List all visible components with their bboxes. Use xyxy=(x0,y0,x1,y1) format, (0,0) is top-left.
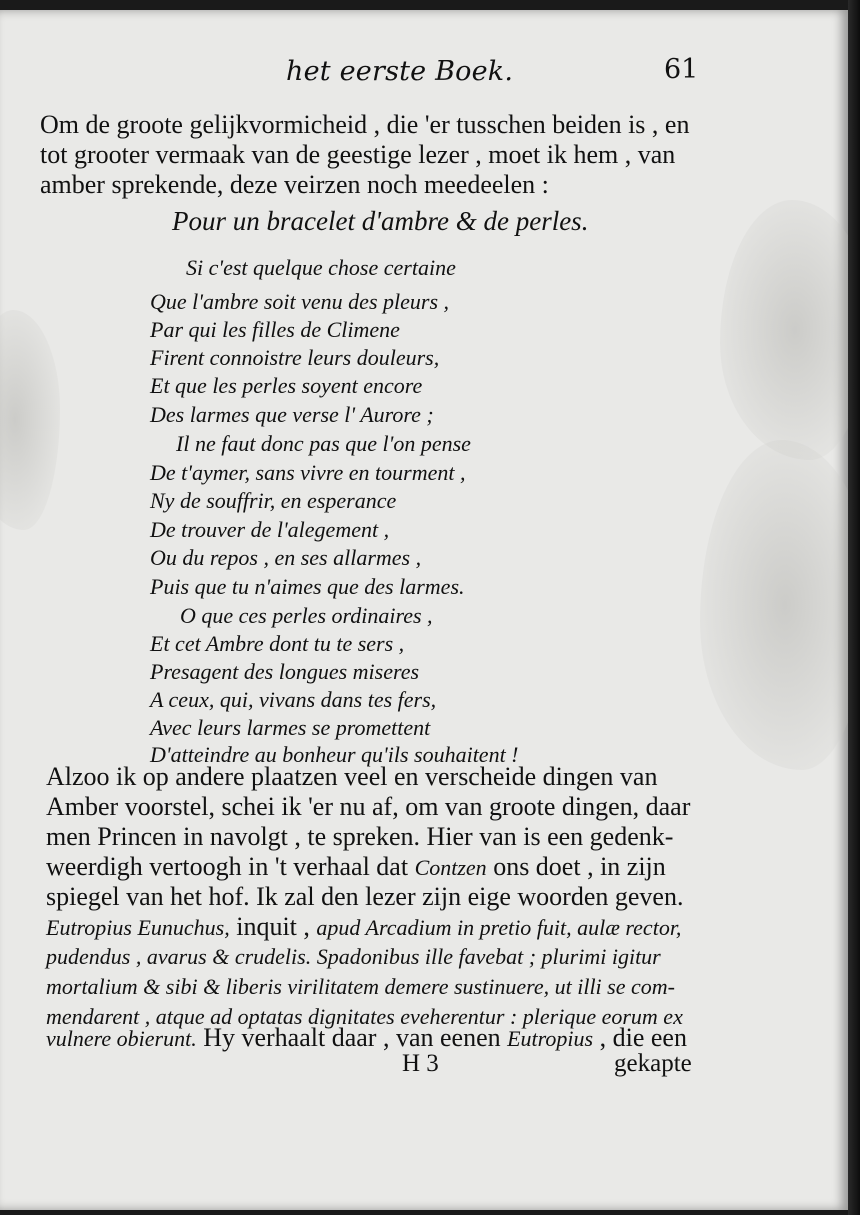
author-name: Contzen xyxy=(414,855,487,880)
text-line: men Princen in navolgt , te spreken. Hier van is een gedenk- xyxy=(46,822,674,851)
poem-line: A ceux, qui, vivans dans tes fers, xyxy=(150,687,437,712)
poem-line: Avec leurs larmes se promettent xyxy=(150,715,431,740)
latin-text: Eutropius Eunuchus, xyxy=(46,915,230,940)
latin-line: pudendus , avarus & crudelis. Spadonibus ille favebat ; plurimi igitur xyxy=(46,944,661,969)
latin-text: apud Arcadium in pretio fuit, aulæ rector, xyxy=(316,915,682,940)
latin-line: mortalium & sibi & liberis virilitatem demere sustinuere, ut illi se com- xyxy=(46,974,675,999)
book-page xyxy=(0,10,848,1210)
water-stain xyxy=(0,310,60,530)
poem-line: O que ces perles ordinaires , xyxy=(180,603,433,628)
text-line: Om de groote gelijkvormicheid , die 'er tusschen beiden is , en xyxy=(40,110,690,139)
text-segment: weerdigh vertoogh in 't verhaal dat xyxy=(46,852,415,881)
poem-line: Et cet Ambre dont tu te sers , xyxy=(150,631,405,656)
water-stain xyxy=(700,440,848,770)
text-line: spiegel van het hof. Ik zal den lezer zijn eige woorden geven. xyxy=(46,882,684,911)
book-edge xyxy=(848,0,860,1215)
poem-line: D'atteindre au bonheur qu'ils souhaitent ! xyxy=(150,742,519,767)
poem-line: Presagent des longues miseres xyxy=(150,659,420,684)
poem-line: Ny de souffrir, en esperance xyxy=(150,488,397,513)
latin-text: Eutropius xyxy=(507,1026,594,1051)
poem-line: Si c'est quelque chose certaine xyxy=(186,255,456,280)
poem-line: De trouver de l'alegement , xyxy=(150,517,390,542)
poem-title: Pour un bracelet d'ambre & de perles. xyxy=(172,206,589,236)
signature-mark: H 3 xyxy=(402,1050,439,1077)
page-header xyxy=(0,54,848,94)
poem-line: Puis que tu n'aimes que des larmes. xyxy=(150,574,465,599)
text-segment: ons doet , in zijn xyxy=(486,852,666,881)
text-segment: , die een xyxy=(593,1023,687,1052)
water-stain xyxy=(720,200,848,460)
catchword: gekapte xyxy=(614,1050,692,1077)
text-segment: inquit , xyxy=(229,912,317,941)
poem-line: Par qui les filles de Climene xyxy=(150,317,400,342)
text-line: tot grooter vermaak van de geestige lezer , moet ik hem , van xyxy=(40,140,676,169)
text-segment: Hy verhaalt daar , van eenen xyxy=(196,1023,508,1052)
text-line: Alzoo ik op andere plaatzen veel en verscheide dingen van xyxy=(46,762,658,791)
latin-line: mendarent , atque ad optatas dignitates eveherentur : plerique eorum ex xyxy=(46,1004,683,1029)
text-line: Amber voorstel, schei ik 'er nu af, om van groote dingen, daar xyxy=(46,792,691,821)
poem-line: Des larmes que verse l' Aurore ; xyxy=(150,402,434,427)
latin-text: vulnere obierunt. xyxy=(46,1026,197,1051)
poem-line: De t'aymer, sans vivre en tourment , xyxy=(150,460,466,485)
text-line: amber sprekende, deze veirzen noch meedeelen : xyxy=(40,170,549,199)
text-line xyxy=(46,852,666,883)
poem-line: Que l'ambre soit venu des pleurs , xyxy=(150,289,450,314)
poem-line: Et que les perles soyent encore xyxy=(150,373,423,398)
page-number: 61 xyxy=(664,54,699,85)
text-line xyxy=(46,912,681,943)
poem-line: Firent connoistre leurs douleurs, xyxy=(150,345,440,370)
poem-line: Il ne faut donc pas que l'on pense xyxy=(176,431,471,456)
poem-line: Ou du repos , en ses allarmes , xyxy=(150,545,422,570)
text-line xyxy=(46,1023,687,1054)
running-head: het eerste Boek. xyxy=(286,56,514,87)
